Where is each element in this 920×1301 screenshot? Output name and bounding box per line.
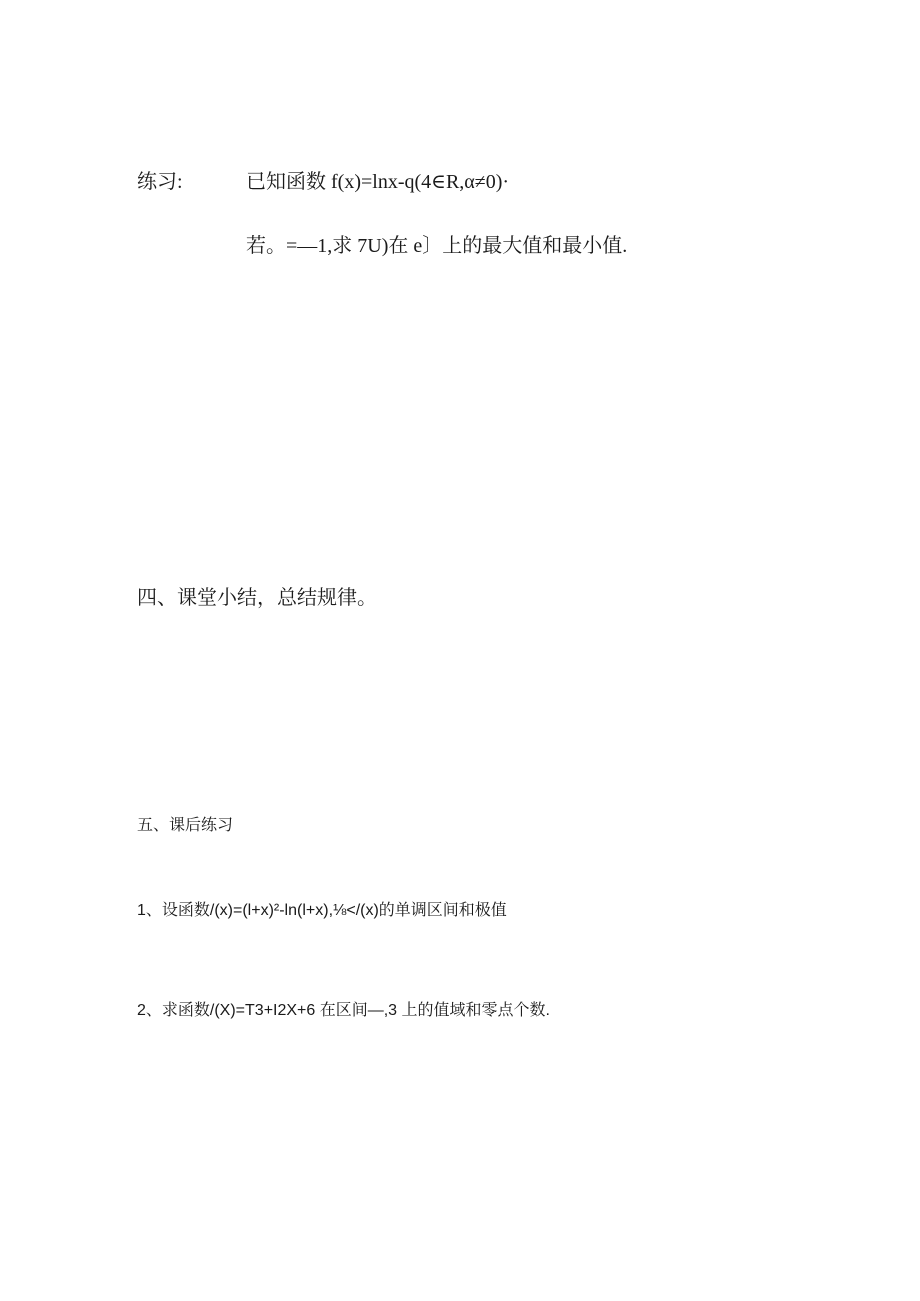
exercise-statement: 已知函数 f(x)=lnx-q(4∈R,α≠0)· <box>246 171 510 193</box>
exercise-label: 练习: <box>137 171 183 193</box>
homework-item-1: 1、设函数/(x)=(l+x)²-ln(l+x),⅛</(x)的单调区间和极值 <box>137 902 507 919</box>
exercise-question: 若。=—1,求 7U)在 e〕上的最大值和最小值. <box>246 235 628 257</box>
homework-item-2: 2、求函数/(X)=T3+I2X+6 在区间—,3 上的值域和零点个数. <box>137 1002 550 1019</box>
section-4-heading: 四、课堂小结，总结规律。 <box>137 587 377 609</box>
section-5-heading: 五、课后练习 <box>137 817 234 834</box>
